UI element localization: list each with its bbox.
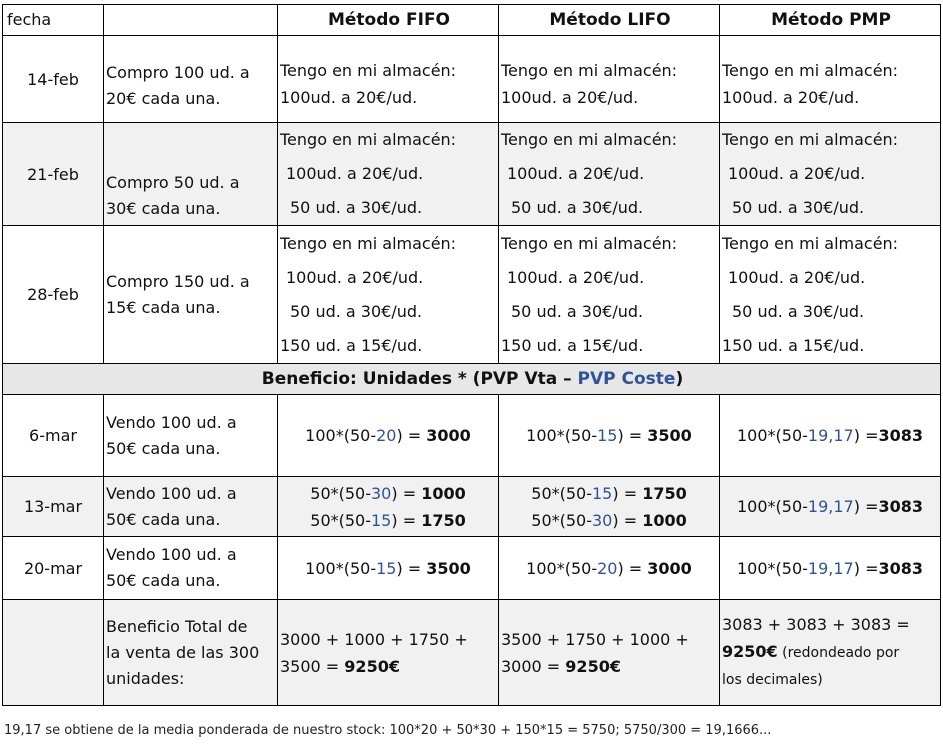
stock-line: Tengo en mi almacén: — [722, 233, 899, 253]
pmp-profit-cell — [720, 537, 941, 600]
stock-line: 100ud. a 20€/ud. — [722, 88, 860, 107]
total-row — [3, 600, 941, 706]
fifo-profit-cell — [278, 395, 499, 477]
total-line: 3000 + 1000 + 1750 + — [280, 629, 468, 649]
pmp-stock-cell — [720, 226, 941, 364]
banner-cell — [3, 364, 941, 395]
stock-line: 150 ud. a 15€/ud. — [280, 335, 423, 355]
lifo-profit-cell — [499, 537, 720, 600]
formula-post: ) = — [612, 510, 643, 530]
formula-pre: 100*(50- — [526, 558, 598, 578]
total-line — [722, 638, 940, 667]
date-cell: 21-feb — [3, 123, 104, 226]
total-line: 3083 + 3083 + 3083 = — [722, 615, 910, 634]
description-line: Vendo 100 ud. a — [106, 412, 237, 432]
stock-line: 50 ud. a 30€/ud. — [290, 198, 423, 217]
description-line: 50€ cada una. — [106, 571, 221, 590]
description-line: Vendo 100 ud. a — [106, 545, 237, 564]
formula-post: ) = — [617, 558, 648, 578]
stock-line: 50 ud. a 30€/ud. — [732, 301, 865, 321]
result-value: 3500 — [426, 558, 471, 578]
date-cell: 13-mar — [3, 477, 104, 537]
result-value: 1750 — [421, 510, 466, 530]
fifo-profit-cell — [278, 477, 499, 537]
date-cell: 28-feb — [3, 226, 104, 364]
sale-row-6mar — [3, 395, 941, 477]
formula-post: ) = — [391, 510, 422, 530]
stock-line: 100ud. a 20€/ud. — [286, 164, 424, 183]
formula-line — [278, 480, 498, 507]
footnote: 19,17 se obtiene de la media ponderada de nuestro stock: 100*20 + 50*30 + 150*15 = 5750; 5750/300 = 19,1666... — [4, 723, 772, 738]
formula-pre: 50*(50- — [531, 510, 592, 530]
formula-post: ) = — [853, 426, 879, 445]
total-result: 9250€ — [565, 656, 621, 676]
stock-line: 50 ud. a 30€/ud. — [511, 301, 644, 321]
description-line: Vendo 100 ud. a — [106, 483, 237, 503]
lifo-stock-cell — [499, 36, 720, 123]
date-cell: 20-mar — [3, 537, 104, 600]
stock-line: 100ud. a 20€/ud. — [507, 164, 645, 183]
formula-pre: 100*(50- — [526, 426, 598, 445]
total-pre: 3500 = — [280, 656, 345, 676]
formula-pre: 50*(50- — [310, 483, 371, 503]
result-value: 3000 — [647, 558, 692, 578]
profit-formula-banner — [3, 364, 941, 395]
stock-line: 150 ud. a 15€/ud. — [722, 335, 865, 355]
stock-line: 50 ud. a 30€/ud. — [732, 198, 865, 217]
description-line: Beneficio Total de — [106, 616, 248, 636]
lifo-profit-cell — [499, 395, 720, 477]
cost-value: 20 — [597, 558, 618, 578]
stock-line: 100ud. a 20€/ud. — [507, 267, 645, 287]
total-note: los decimales) — [722, 672, 823, 688]
stock-line: 50 ud. a 30€/ud. — [511, 198, 644, 217]
formula-pre: 100*(50- — [305, 558, 377, 578]
total-line — [280, 653, 498, 680]
banner-blue-text: PVP Coste — [577, 368, 676, 389]
date-cell: 14-feb — [3, 36, 104, 123]
stock-line: Tengo en mi almacén: — [501, 233, 678, 253]
stock-line: Tengo en mi almacén: — [501, 61, 678, 80]
result-value: 3000 — [426, 426, 471, 445]
cost-value: 15 — [592, 483, 613, 503]
stock-line: Tengo en mi almacén: — [722, 130, 899, 149]
description-line: 50€ cada una. — [106, 509, 221, 529]
total-result: 9250€ — [344, 656, 400, 676]
cost-value: 30 — [592, 510, 613, 530]
pmp-stock-cell — [720, 36, 941, 123]
formula-pre: 100*(50- — [737, 558, 808, 578]
cost-value: 30 — [371, 483, 392, 503]
date-cell-empty — [3, 600, 104, 706]
result-value: 1000 — [421, 483, 466, 503]
stock-line: 100ud. a 20€/ud. — [501, 88, 639, 107]
formula-pre: 100*(50- — [737, 426, 808, 445]
lifo-total-cell — [499, 600, 720, 706]
cost-value: 15 — [376, 558, 397, 578]
description-cell — [104, 123, 278, 226]
fifo-stock-cell — [278, 226, 499, 364]
sale-row-13mar — [3, 477, 941, 537]
lifo-profit-cell — [499, 477, 720, 537]
purchase-row-28feb — [3, 226, 941, 364]
formula-post: ) = — [396, 426, 427, 445]
total-line — [501, 653, 719, 680]
cost-value: 19,17 — [807, 497, 854, 516]
description-cell — [104, 477, 278, 537]
description-line: Compro 150 ud. a — [106, 271, 250, 291]
formula-post: ) = — [612, 483, 643, 503]
formula-post: ) = — [853, 558, 879, 578]
fifo-stock-cell — [278, 36, 499, 123]
stock-line: Tengo en mi almacén: — [501, 130, 678, 149]
header-pmp: Método PMP — [720, 5, 941, 36]
cost-value: 19,17 — [807, 426, 854, 445]
pmp-stock-cell — [720, 123, 941, 226]
date-cell: 6-mar — [3, 395, 104, 477]
total-pre: 3000 = — [501, 656, 566, 676]
pmp-profit-cell — [720, 477, 941, 537]
cost-value: 15 — [597, 426, 618, 445]
description-line: 15€ cada una. — [106, 297, 221, 317]
stock-line: Tengo en mi almacén: — [280, 130, 457, 149]
total-line: 3500 + 1750 + 1000 + — [501, 629, 689, 649]
cost-value: 15 — [371, 510, 392, 530]
result-value: 3083 — [878, 558, 923, 578]
stock-line: Tengo en mi almacén: — [280, 233, 457, 253]
description-cell — [104, 36, 278, 123]
fifo-profit-cell — [278, 537, 499, 600]
description-line: 20€ cada una. — [106, 89, 221, 108]
formula-line — [278, 507, 498, 534]
description-cell — [104, 226, 278, 364]
result-value: 1000 — [642, 510, 687, 530]
header-empty — [104, 5, 278, 36]
inventory-methods-table — [2, 4, 941, 706]
sale-row-20mar — [3, 537, 941, 600]
description-line: la venta de las 300 — [106, 642, 260, 662]
stock-line: 150 ud. a 15€/ud. — [501, 335, 644, 355]
fifo-stock-cell — [278, 123, 499, 226]
header-fifo: Método FIFO — [278, 5, 499, 36]
pmp-total-cell — [720, 600, 941, 706]
lifo-stock-cell — [499, 123, 720, 226]
stock-line: 100ud. a 20€/ud. — [280, 88, 418, 107]
total-description-cell — [104, 600, 278, 706]
result-value: 3083 — [878, 497, 923, 516]
purchase-row-21feb — [3, 123, 941, 226]
description-line: Compro 100 ud. a — [106, 63, 250, 82]
formula-pre: 50*(50- — [310, 510, 371, 530]
description-cell — [104, 537, 278, 600]
formula-post: ) = — [391, 483, 422, 503]
description-cell — [104, 395, 278, 477]
purchase-row-14feb — [3, 36, 941, 123]
total-result: 9250€ — [722, 642, 778, 661]
total-note: (redondeado por — [777, 645, 900, 661]
result-value: 1750 — [642, 483, 687, 503]
formula-pre: 50*(50- — [531, 483, 592, 503]
fifo-total-cell — [278, 600, 499, 706]
stock-line: 100ud. a 20€/ud. — [728, 164, 866, 183]
stock-line: 100ud. a 20€/ud. — [728, 267, 866, 287]
description-line: 30€ cada una. — [106, 199, 221, 218]
formula-pre: 100*(50- — [305, 426, 377, 445]
header-row — [3, 5, 941, 36]
formula-post: ) = — [617, 426, 648, 445]
stock-line: Tengo en mi almacén: — [280, 61, 457, 80]
description-line: 50€ cada una. — [106, 438, 221, 458]
description-line: unidades: — [106, 668, 185, 688]
pmp-profit-cell — [720, 395, 941, 477]
description-line: Compro 50 ud. a — [106, 173, 240, 192]
formula-pre: 100*(50- — [737, 497, 808, 516]
cost-value: 19,17 — [807, 558, 854, 578]
banner-suffix: ) — [675, 368, 684, 389]
formula-post: ) = — [853, 497, 879, 516]
formula-post: ) = — [396, 558, 427, 578]
banner-prefix: Beneficio: Unidades * (PVP Vta – — [261, 368, 578, 389]
result-value: 3083 — [878, 426, 923, 445]
formula-line — [499, 480, 719, 507]
formula-line — [499, 507, 719, 534]
cost-value: 20 — [376, 426, 397, 445]
result-value: 3500 — [647, 426, 692, 445]
stock-line: 50 ud. a 30€/ud. — [290, 301, 423, 321]
stock-line: 100ud. a 20€/ud. — [286, 267, 424, 287]
stock-line: Tengo en mi almacén: — [722, 61, 899, 80]
header-lifo: Método LIFO — [499, 5, 720, 36]
lifo-stock-cell — [499, 226, 720, 364]
header-fecha: fecha — [3, 5, 104, 36]
